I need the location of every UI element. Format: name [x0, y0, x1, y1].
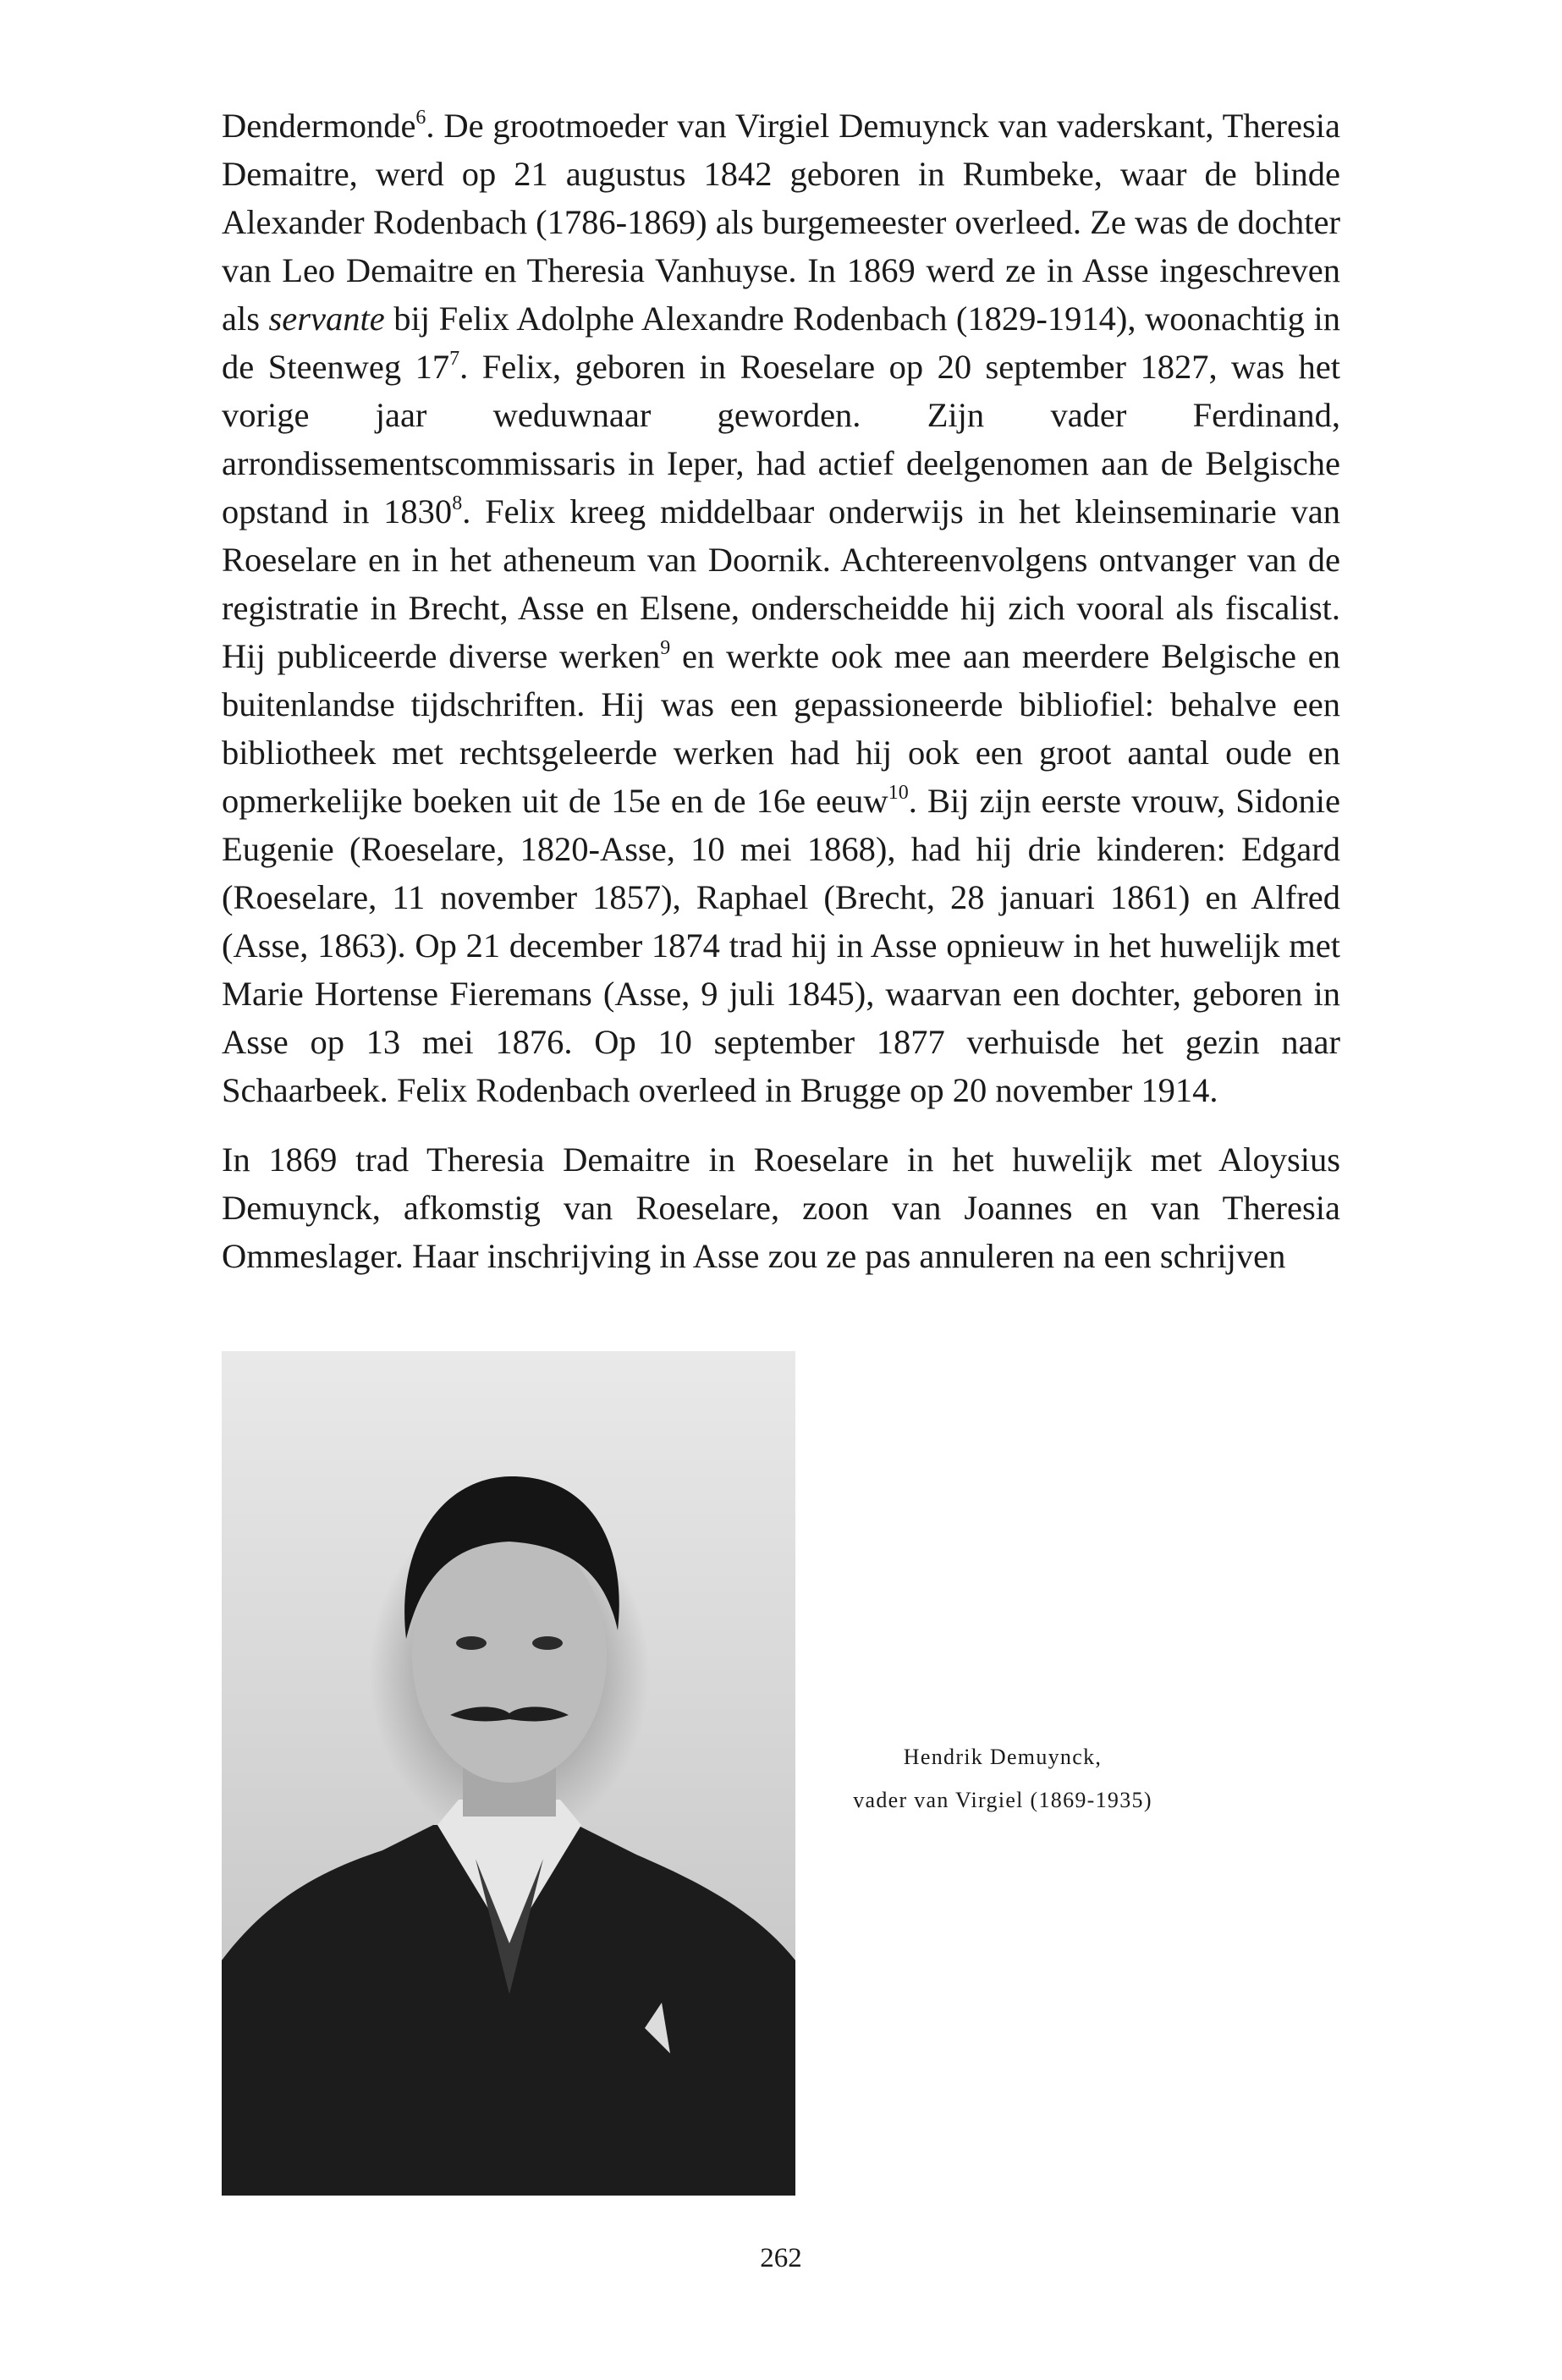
page-number: 262	[760, 2243, 802, 2273]
footnote-ref-10: 10	[888, 782, 909, 804]
text-run: Dendermonde	[222, 107, 416, 145]
footnote-ref-8: 8	[452, 492, 463, 514]
portrait-eye-right	[532, 1636, 563, 1650]
italic-term-servante: servante	[268, 300, 385, 338]
text-run: bij Felix Adolphe Alexandre Rodenbach (1829-1914), woonachtig in de Steenweg 17	[222, 300, 1340, 386]
portrait-photo	[222, 1351, 795, 2196]
text-run: en werkte ook mee aan meerdere Belgische en buitenlandse tijdschriften. Hij was een gepassioneerde bibliofiel: behalve een bibliotheek met rechtsgeleerde werken had hij ook een groot aantal oude en opmerkelijke boeken uit de 15e en de 16e eeuw	[222, 637, 1340, 820]
text-run: . Felix kreeg middelbaar onderwijs in het kleinseminarie van Roeselare en in het atheneum van Doornik. Achtereenvolgens ontvanger van de registratie in Brecht, Asse en Elsene, onderscheidde hij zich vooral als fiscalist. Hij publiceerde diverse werken	[222, 492, 1340, 675]
text-run: . De grootmoeder van Virgiel Demuynck van vaderskant, Theresia Demaitre, werd op 21 augustus 1842 geboren in Rumbeke, waar de blinde Alexander Rodenbach (1786-1869) als burgemeester overleed. Ze was de dochter van Leo Demaitre en Theresia Vanhuyse. In 1869 werd ze in Asse ingeschreven als	[222, 107, 1340, 338]
portrait-illustration	[222, 1351, 795, 2196]
portrait-eye-left	[456, 1636, 487, 1650]
body-paragraph-1	[222, 102, 1340, 1114]
photo-caption-name: Hendrik Demuynck,	[903, 1745, 1103, 1769]
footnote-ref-6: 6	[415, 107, 426, 129]
body-paragraph-2: In 1869 trad Theresia Demaitre in Roeselare in het huwelijk met Aloysius Demuynck, afkomstig van Roeselare, zoon van Joannes en van Theresia Ommeslager. Haar inschrijving in Asse zou ze pas annuleren na een schrijven	[222, 1141, 1340, 1275]
footnote-ref-7: 7	[449, 348, 460, 370]
footnote-ref-9: 9	[660, 637, 671, 659]
photo-caption-detail: vader van Virgiel (1869-1935)	[853, 1788, 1152, 1812]
text-run: . Bij zijn eerste vrouw, Sidonie Eugenie (Roeselare, 1820-Asse, 10 mei 1868), had hij drie kinderen: Edgard (Roeselare, 11 november 1857), Raphael (Brecht, 28 januari 1861) en Alfred (Asse, 1863). Op 21 december 1874 trad hij in Asse opnieuw in het huwelijk met Marie Hortense Fieremans (Asse, 9 juli 1845), waarvan een dochter, geboren in Asse op 13 mei 1876. Op 10 september 1877 verhuisde het gezin naar Schaarbeek. Felix Rodenbach overleed in Brugge op 20 november 1914.	[222, 782, 1340, 1109]
text-run: . Felix, geboren in Roeselare op 20 september 1827, was het vorige jaar weduwnaar geworden. Zijn vader Ferdinand, arrondissementscommissaris in Ieper, had actief deelgenomen aan de Belgische opstand in 1830	[222, 348, 1340, 530]
